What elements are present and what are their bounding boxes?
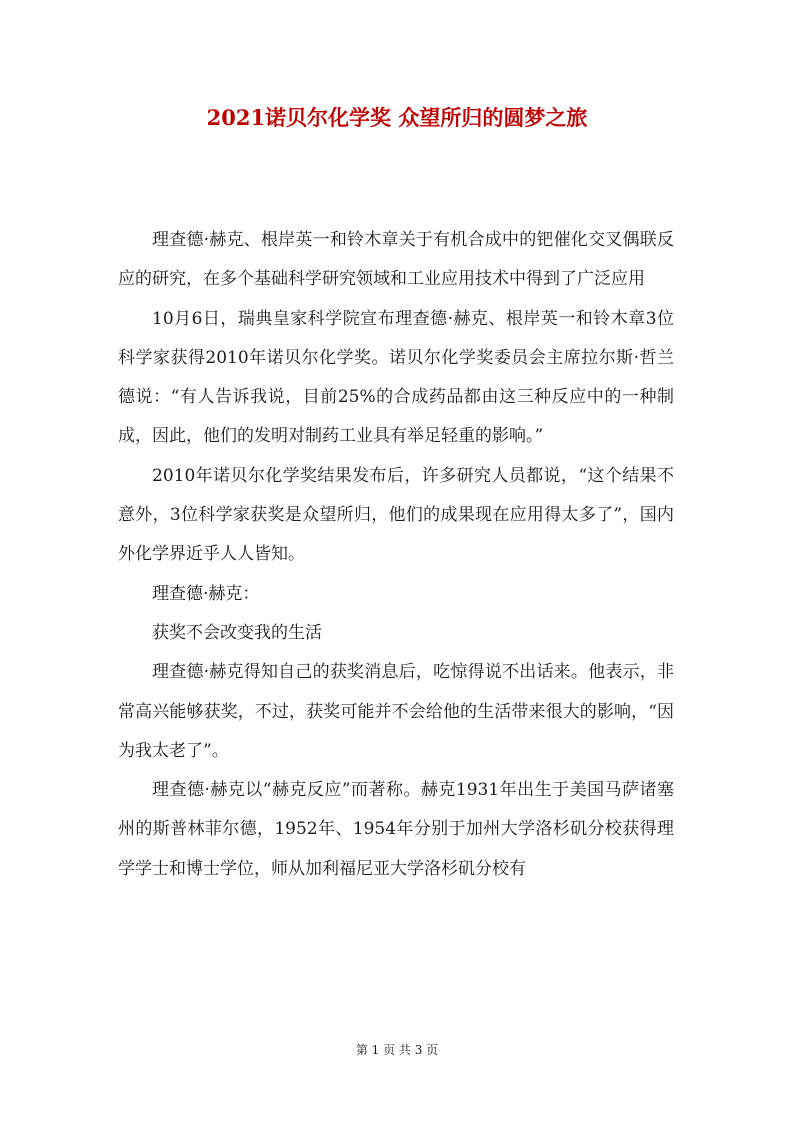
section-heading: 理查德·赫克： [152,583,260,604]
document-title: 2021诺贝尔化学奖 众望所归的圆梦之旅 [206,105,588,130]
paragraph: 2010年诺贝尔化学奖结果发布后，许多研究人员都说，“这个结果不意外，3位科学家获奖是众望所归，他们的成果现在应用得太多了”，国内外化学界近乎人人皆知。 [118,465,674,565]
paragraph: 理查德·赫克以“赫克反应”而著称。赫克1931年出生于美国马萨诸塞州的斯普林菲尔德，1952年、1954年分别于加州大学洛杉矶分校获得理学学士和博士学位，师从加利福尼亚大学洛杉矶分校有 [118,780,674,879]
paragraph: 10月6日，瑞典皇家科学院宣布理查德·赫克、根岸英一和铃木章3位科学家获得2010年诺贝尔化学奖。诺贝尔化学奖委员会主席拉尔斯·哲兰德说：“有人告诉我说，目前25%的合成药品都由这三种反应中的一种制成，因此，他们的发明对制药工业具有举足轻重的影响。” [118,308,674,447]
paragraph: 理查德·赫克、根岸英一和铃木章关于有机合成中的钯催化交叉偶联反应的研究，在多个基础科学研究领域和工业应用技术中得到了广泛应用 [118,230,674,290]
section-subheading: 获奖不会改变我的生活 [152,622,322,643]
page-number-footer: 第 1 页 共 3 页 [355,1043,439,1057]
document-body [118,221,674,889]
paragraph: 理查德·赫克得知自己的获奖消息后，吃惊得说不出话来。他表示，非常高兴能够获奖，不过，获奖可能并不会给他的生活带来很大的影响，“因为我太老了”。 [118,662,674,761]
